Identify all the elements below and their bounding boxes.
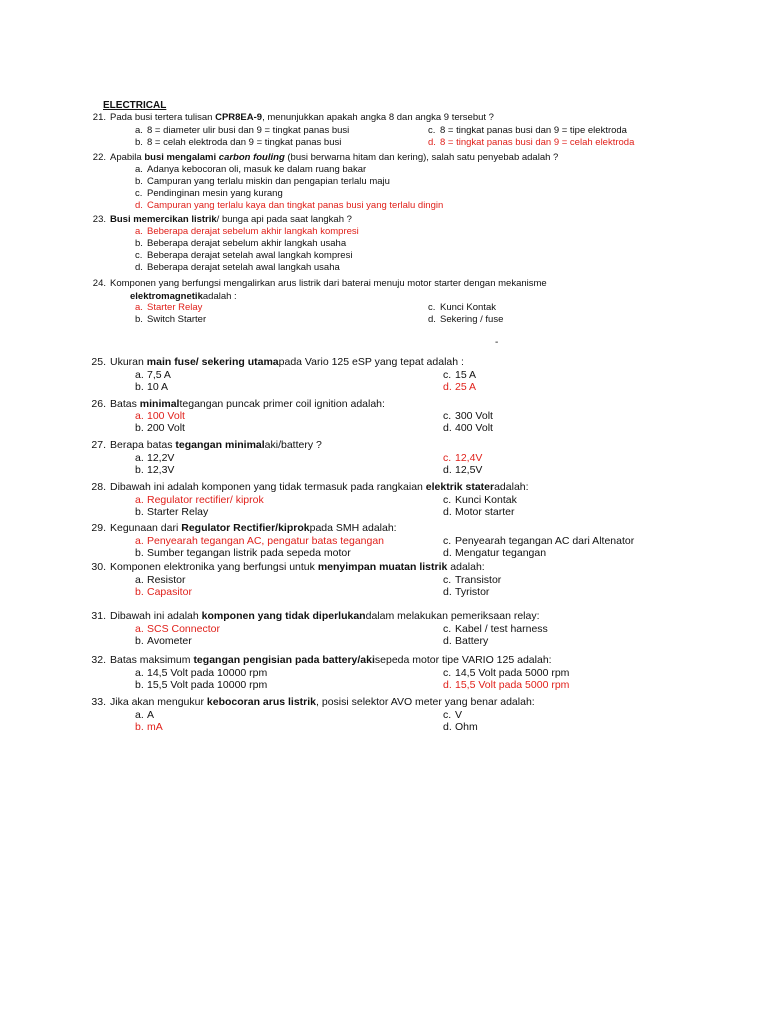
- answer-option-d: [428, 137, 634, 148]
- option-text: Beberapa derajat setelah awal langkah usaha: [147, 262, 340, 273]
- option-text: Transistor: [455, 574, 502, 586]
- question-number: 25.: [91, 356, 106, 368]
- option-text: Capasitor: [147, 586, 192, 598]
- option-letter: b.: [135, 635, 144, 647]
- answer-option-c: [135, 188, 283, 199]
- answer-option-d: [443, 422, 493, 434]
- question-text-part: Batas maksimum: [110, 654, 194, 666]
- option-text: Motor starter: [455, 506, 515, 518]
- option-letter: a.: [135, 164, 143, 175]
- question-text-part: Kegunaan dari: [110, 522, 182, 534]
- question-stem: [86, 278, 547, 290]
- question-text-part: Jika akan mengukur: [110, 696, 207, 708]
- question-number: 22.: [92, 152, 106, 163]
- answer-option-a: [135, 623, 220, 635]
- question-text-part: adalah:: [447, 561, 485, 573]
- option-letter: a.: [135, 452, 144, 464]
- answer-option-c: [443, 709, 462, 721]
- question-text-part: , posisi selektor AVO meter yang benar adalah:: [316, 696, 535, 708]
- answer-option-b: [135, 137, 341, 148]
- option-letter: b.: [135, 422, 144, 434]
- answer-option-b: [135, 586, 192, 598]
- question-number: 21.: [92, 112, 106, 123]
- option-text: 100 Volt: [147, 410, 185, 422]
- option-letter: d.: [428, 137, 436, 148]
- option-letter: c.: [443, 494, 452, 506]
- answer-option-c: [443, 494, 517, 506]
- question-stem: [86, 654, 552, 666]
- option-letter: c.: [443, 452, 452, 464]
- question-number: 24.: [92, 278, 106, 289]
- answer-option-d: [135, 262, 340, 273]
- answer-option-c: [443, 574, 501, 586]
- answer-option-a: [135, 226, 359, 237]
- option-text: 8 = tingkat panas busi dan 9 = tipe elektroda: [440, 125, 627, 136]
- option-text: Penyearah tegangan AC dari Altenator: [455, 535, 635, 547]
- question-stem: [86, 561, 485, 573]
- answer-option-a: [135, 709, 154, 721]
- emphasis-text: minimal: [139, 398, 180, 410]
- option-letter: d.: [443, 586, 452, 598]
- question-text-part: Pada busi tertera tulisan: [110, 112, 216, 123]
- answer-option-a: [135, 494, 264, 506]
- emphasis-text: komponen yang tidak diperlukan: [201, 610, 366, 622]
- option-letter: d.: [135, 200, 143, 211]
- question-number: 26.: [91, 398, 106, 410]
- option-text: 400 Volt: [455, 422, 493, 434]
- answer-option-b: [135, 422, 185, 434]
- answer-option-b: [135, 381, 168, 393]
- option-text: Tyristor: [455, 586, 490, 598]
- option-letter: d.: [443, 635, 452, 647]
- option-letter: c.: [443, 623, 452, 635]
- answer-option-a: [135, 302, 202, 313]
- option-text: Beberapa derajat setelah awal langkah kompresi: [147, 250, 353, 261]
- answer-option-b: [135, 679, 267, 691]
- question-text-part: dalam melakukan pemeriksaan relay:: [365, 610, 540, 622]
- option-letter: d.: [443, 464, 452, 476]
- answer-option-c: [443, 369, 476, 381]
- option-text: 25 A: [455, 381, 477, 393]
- option-text: 8 = celah elektroda dan 9 = tingkat panas busi: [147, 137, 342, 148]
- option-letter: a.: [135, 125, 143, 136]
- stray-mark: -: [495, 337, 499, 348]
- answer-option-c: [443, 410, 493, 422]
- question-text-part: Ukuran: [110, 356, 147, 368]
- answer-option-b: [135, 314, 206, 325]
- option-text: Adanya kebocoran oli, masuk ke dalam ruang bakar: [147, 164, 367, 175]
- answer-option-d: [428, 314, 503, 325]
- answer-option-a: [135, 410, 185, 422]
- answer-option-d: [443, 547, 546, 559]
- option-letter: c.: [428, 125, 436, 136]
- answer-option-d: [443, 721, 478, 733]
- answer-option-d: [443, 679, 569, 691]
- question-text-part: adalah :: [202, 291, 237, 302]
- question-text-part: adalah:: [494, 481, 529, 493]
- option-text: Sekering / fuse: [440, 314, 504, 325]
- question-number: 23.: [92, 214, 106, 225]
- emphasis-text: tegangan minimal: [175, 439, 265, 451]
- option-letter: c.: [443, 410, 452, 422]
- question-text-part: aki/battery ?: [264, 439, 322, 451]
- answer-option-c: [428, 302, 496, 313]
- question-text-part: Komponen yang berfungsi mengаlirkan arus listrik dari baterai menuju motor starter dengan mekanisme: [110, 278, 547, 289]
- question-number: 28.: [91, 481, 106, 493]
- option-letter: a.: [135, 667, 144, 679]
- option-letter: a.: [135, 410, 144, 422]
- question-stem: [86, 356, 464, 368]
- section-heading: ELECTRICAL: [103, 100, 167, 111]
- option-letter: d.: [443, 506, 452, 518]
- option-text: 7,5 A: [147, 369, 171, 381]
- answer-option-b: [135, 547, 351, 559]
- option-letter: d.: [443, 422, 452, 434]
- option-letter: d.: [443, 381, 452, 393]
- question-stem: [86, 481, 529, 493]
- option-text: 14,5 Volt pada 10000 rpm: [147, 667, 268, 679]
- option-letter: b.: [135, 464, 144, 476]
- option-text: 12,2V: [147, 452, 175, 464]
- option-text: V: [455, 709, 463, 721]
- question-text-part: Berapa batas: [110, 439, 176, 451]
- question-text-part: Komponen elektronika yang berfungsi untuk: [110, 561, 318, 573]
- question-stem: [86, 214, 352, 226]
- question-number: 29.: [91, 522, 106, 534]
- option-text: Battery: [455, 635, 489, 647]
- answer-option-b: [135, 721, 163, 733]
- question-text-part: sepeda motor tipe VARIO 125 adalah:: [374, 654, 552, 666]
- answer-option-c: [443, 667, 569, 679]
- option-letter: d.: [443, 679, 452, 691]
- option-text: Regulator rectifier/ kiprok: [147, 494, 264, 506]
- option-text: Kunci Kontak: [440, 302, 496, 313]
- option-letter: c.: [135, 250, 143, 261]
- emphasis-text: Regulator Rectifier/kiprok: [181, 522, 310, 534]
- question-text-part: tegangan puncak primer coil ignition adalah:: [179, 398, 385, 410]
- option-text: 12,5V: [455, 464, 483, 476]
- option-text: A: [147, 709, 155, 721]
- option-letter: b.: [135, 721, 144, 733]
- option-letter: a.: [135, 302, 143, 313]
- option-text: Sumber tegangan listrik pada sepeda motor: [147, 547, 351, 559]
- answer-option-a: [135, 125, 349, 136]
- option-letter: c.: [443, 369, 452, 381]
- option-letter: b.: [135, 314, 143, 325]
- option-text: 12,3V: [147, 464, 175, 476]
- option-text: Starter Relay: [147, 302, 203, 313]
- question-text-part: Batas: [110, 398, 140, 410]
- option-letter: c.: [443, 574, 452, 586]
- option-letter: a.: [135, 574, 144, 586]
- answer-option-d: [443, 381, 476, 393]
- option-text: Avometer: [147, 635, 192, 647]
- answer-option-d: [443, 635, 488, 647]
- question-text-part: (busi berwarna hitam dan kering), salah satu penyebab adalah ?: [284, 152, 559, 163]
- option-letter: d.: [135, 262, 143, 273]
- question-stem: [86, 112, 494, 124]
- option-text: Pendinginan mesin yang kurang: [147, 188, 283, 199]
- answer-option-b: [135, 635, 192, 647]
- answer-option-c: [428, 125, 627, 136]
- emphasis-text: busi mengalami: [144, 152, 219, 163]
- option-text: 200 Volt: [147, 422, 185, 434]
- option-letter: b.: [135, 176, 143, 187]
- option-letter: b.: [135, 547, 144, 559]
- question-number: 31.: [91, 610, 106, 622]
- option-letter: c.: [135, 188, 143, 199]
- option-letter: a.: [135, 623, 144, 635]
- question-text-part: / bunga api pada saat langkah ?: [216, 214, 352, 225]
- option-text: Resistor: [147, 574, 186, 586]
- question-text-part: , menunjukkan apakah angka 8 dan angka 9 tersebut ?: [262, 112, 494, 123]
- emphasis-text: menyimpan muatan listrik: [317, 561, 448, 573]
- option-letter: d.: [443, 547, 452, 559]
- option-text: Switch Starter: [147, 314, 207, 325]
- answer-option-c: [443, 535, 634, 547]
- option-text: 300 Volt: [455, 410, 493, 422]
- question-text-part: pada SMH adalah:: [309, 522, 397, 534]
- option-text: 12,4V: [455, 452, 483, 464]
- answer-option-c: [443, 623, 548, 635]
- option-letter: d.: [428, 314, 436, 325]
- answer-option-a: [135, 164, 366, 175]
- question-stem: [86, 522, 397, 534]
- option-text: 15 A: [455, 369, 477, 381]
- option-letter: b.: [135, 238, 143, 249]
- option-text: Kabel / test harness: [455, 623, 548, 635]
- question-text-part: Dibawah ini adalah komponen yang tidak termasuk pada rangkaian: [110, 481, 426, 493]
- option-letter: b.: [135, 137, 143, 148]
- option-text: Ohm: [455, 721, 478, 733]
- option-text: 10 A: [147, 381, 169, 393]
- question-number: 33.: [91, 696, 106, 708]
- option-letter: b.: [135, 586, 144, 598]
- option-letter: a.: [135, 494, 144, 506]
- emphasis-text: Busi memercikan listrik: [110, 214, 217, 225]
- question-stem: [86, 439, 322, 451]
- option-letter: d.: [443, 721, 452, 733]
- option-text: 14,5 Volt pada 5000 rpm: [455, 667, 570, 679]
- option-letter: b.: [135, 679, 144, 691]
- option-letter: c.: [443, 709, 452, 721]
- answer-option-d: [443, 586, 489, 598]
- question-text-part: pada Vario 125 eSP yang tepat adalah :: [278, 356, 464, 368]
- option-letter: b.: [135, 506, 144, 518]
- option-text: 8 = tingkat panas busi dan 9 = celah elektroda: [440, 137, 635, 148]
- option-letter: c.: [443, 667, 452, 679]
- emphasis-text: carbon fouling: [218, 152, 285, 163]
- answer-option-c: [443, 452, 482, 464]
- question-text-part: Apabila: [110, 152, 145, 163]
- answer-option-d: [443, 506, 515, 518]
- answer-option-a: [135, 535, 384, 547]
- option-text: SCS Connector: [147, 623, 220, 635]
- answer-option-b: [135, 464, 174, 476]
- option-text: 8 = diameter ulir busi dan 9 = tingkat panas busi: [147, 125, 350, 136]
- option-text: mA: [147, 721, 163, 733]
- option-text: Beberapa derajat sebelum akhir langkah kompresi: [147, 226, 359, 237]
- option-text: Campuran yang terlalu miskin dan pengapian terlalu maju: [147, 176, 390, 187]
- answer-option-b: [135, 176, 390, 187]
- answer-option-a: [135, 667, 267, 679]
- option-text: Beberapa derajat sebelum akhir langkah usaha: [147, 238, 347, 249]
- answer-option-a: [135, 574, 186, 586]
- answer-option-a: [135, 369, 171, 381]
- emphasis-text: elektromagnetik: [130, 291, 203, 302]
- answer-option-b: [135, 238, 346, 249]
- option-text: Mengatur tegangan: [455, 547, 547, 559]
- answer-option-b: [135, 506, 208, 518]
- option-letter: b.: [135, 381, 144, 393]
- option-text: Penyearah tegangan AC, pengatur batas tegangan: [147, 535, 385, 547]
- question-stem: [86, 398, 385, 410]
- question-stem: [86, 152, 558, 164]
- question-number: 30.: [91, 561, 106, 573]
- option-letter: a.: [135, 535, 144, 547]
- option-letter: a.: [135, 226, 143, 237]
- answer-option-c: [135, 250, 352, 261]
- option-letter: c.: [428, 302, 436, 313]
- option-text: Campuran yang terlalu kaya dan tingkat panas busi yang terlalu dingin: [147, 200, 444, 211]
- question-text-part: Dibawah ini adalah: [110, 610, 202, 622]
- answer-option-a: [135, 452, 174, 464]
- emphasis-text: elektrik stater: [425, 481, 495, 493]
- option-text: 15,5 Volt pada 5000 rpm: [455, 679, 570, 691]
- option-letter: a.: [135, 369, 144, 381]
- emphasis-text: kebocoran arus listrik: [206, 696, 317, 708]
- option-letter: a.: [135, 709, 144, 721]
- answer-option-d: [135, 200, 443, 211]
- question-stem: [86, 696, 535, 708]
- option-text: Kunci Kontak: [455, 494, 517, 506]
- answer-option-d: [443, 464, 482, 476]
- emphasis-text: main fuse/ sekering utama: [146, 356, 279, 368]
- option-letter: c.: [443, 535, 452, 547]
- question-number: 27.: [91, 439, 106, 451]
- option-text: 15,5 Volt pada 10000 rpm: [147, 679, 268, 691]
- question-number: 32.: [91, 654, 106, 666]
- emphasis-text: tegangan pengisian pada battery/aki: [193, 654, 375, 666]
- emphasis-text: CPR8EA-9: [215, 112, 263, 123]
- option-text: Starter Relay: [147, 506, 209, 518]
- question-stem: [86, 610, 540, 622]
